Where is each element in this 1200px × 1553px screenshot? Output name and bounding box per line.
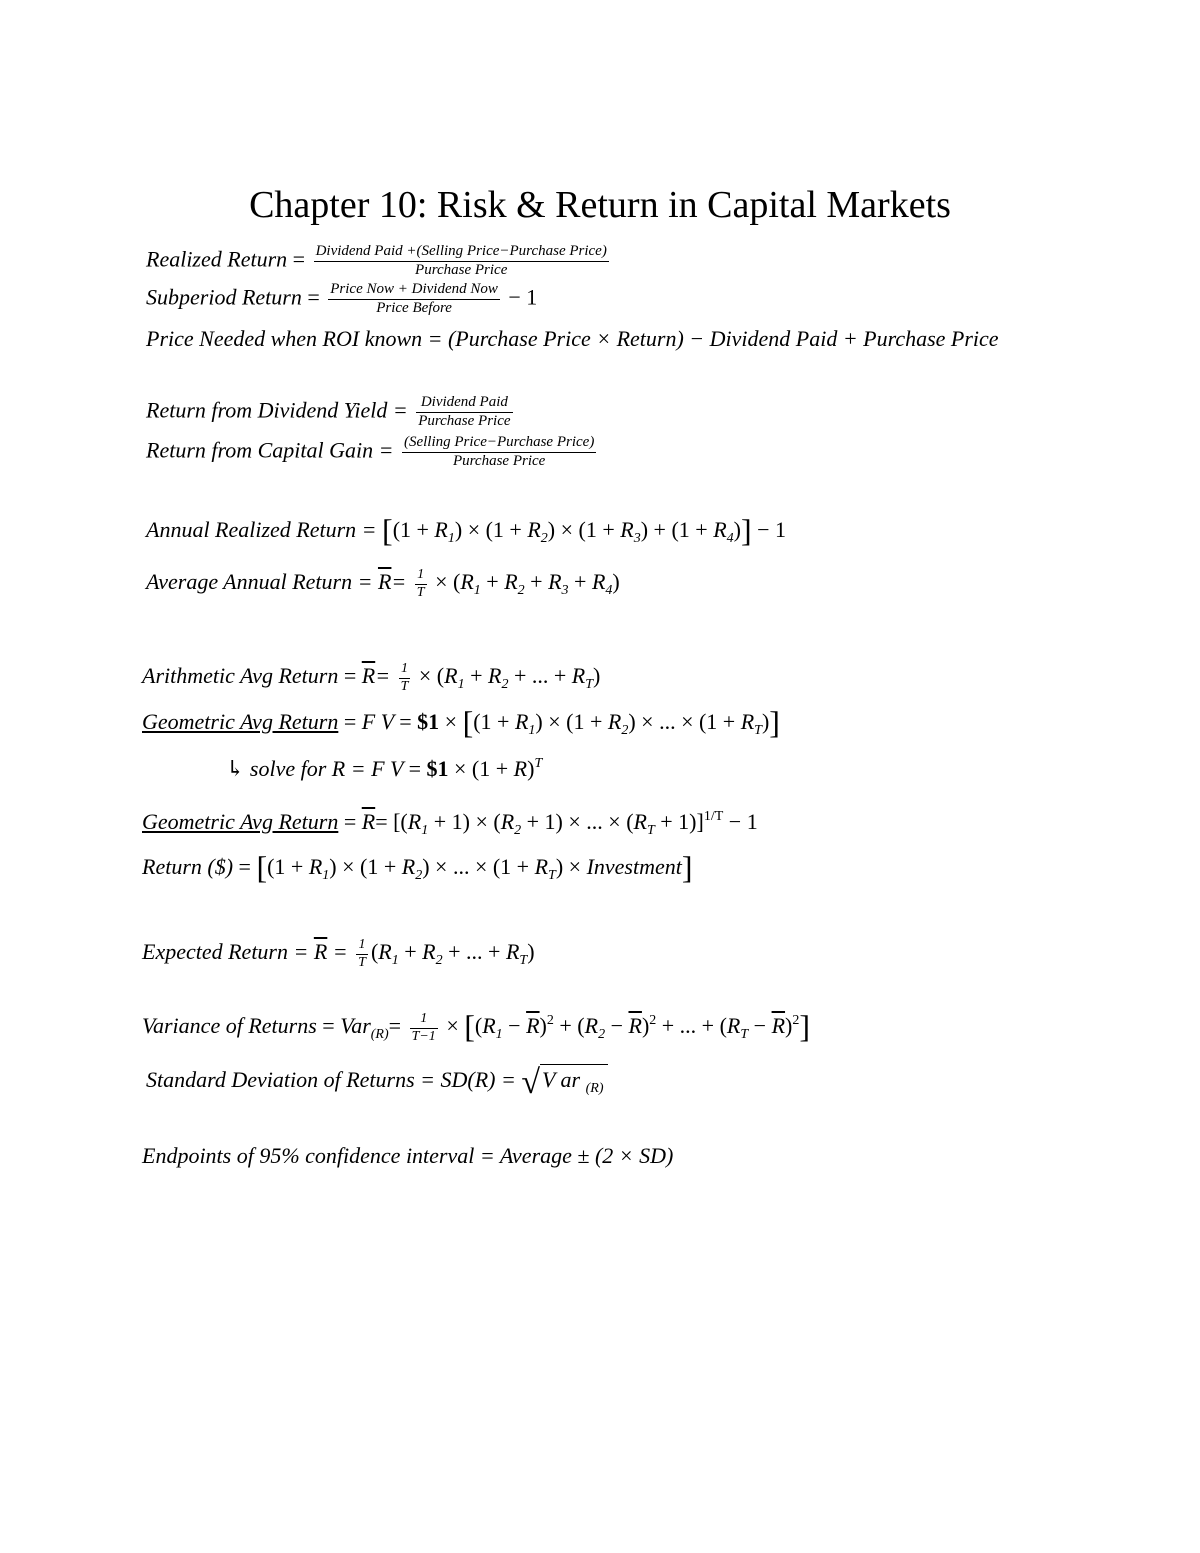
fraction: $\frac{1}{T}$ — [358, 937, 366, 970]
denominator: Purchase Price — [415, 261, 508, 278]
formula-label: Annual Realized Return = — [146, 517, 377, 542]
numerator: (Selling Price−Purchase Price) — [402, 435, 596, 453]
formula-label: Geometric Avg Return — [142, 709, 339, 734]
fraction — [416, 395, 512, 430]
formula-label: Return from Dividend Yield = — [146, 397, 408, 423]
fraction: $\frac{1}{T-1}$ — [411, 1011, 436, 1044]
formula-geometric-avg-return-fv: Geometric Avg Return = F V = $1 × [$(1 + R_1) \times (1 + R_2)$ × ... × $(1 + R_T)$] — [142, 704, 780, 740]
equals-sign: = — [307, 284, 320, 310]
formula-return-dollars: Return ($) = [$(1 + R_1) \times (1 + R_2)$ × ... × $(1 + R_T)$ × Investment] — [142, 849, 693, 885]
minus-one: − 1 — [508, 284, 538, 310]
sqrt-icon: √ — [521, 1064, 541, 1101]
formula-confidence-interval: Endpoints of 95% confidence interval = Average ± (2 × SD) — [142, 1143, 674, 1168]
fraction — [402, 435, 596, 470]
formula-subperiod-return — [146, 282, 537, 317]
formula-solve-for-r: ↳ solve for R = F V = $1 × $(1 + R)^T$ — [226, 756, 543, 781]
formula-label: Return ($) — [142, 854, 234, 879]
formula-label: Standard Deviation of Returns = SD(R) = — [146, 1067, 516, 1092]
var-term: Var — [340, 1013, 371, 1039]
formula-variance-of-returns: Variance of Returns = Var$_{(R)}$= $\frac{1}{T-1}$ × [$(R_1 - \overline{R})^2 + (R_2 - \overline{R})^2$ + ... + $(R_T - \overline{R})^2$] — [142, 1008, 811, 1045]
fraction — [328, 282, 500, 317]
formula-capital-gain — [146, 435, 599, 470]
equals-sign: = — [292, 246, 306, 272]
page-title: Chapter 10: Risk & Return in Capital Markets — [249, 184, 951, 226]
formula-label: Realized Return — [146, 246, 288, 272]
formula-dividend-yield — [146, 395, 516, 430]
fraction: $\frac{1}{T}$ — [400, 661, 409, 694]
numerator: Dividend Paid +(Selling Price−Purchase Price) — [314, 244, 609, 262]
fraction — [314, 244, 609, 279]
formula-average-annual-return: Average Annual Return = $\overline{R}=$ $\frac{1}{T}$ × $(R_1 + R_2 + R_3 + R_4)$ — [146, 567, 620, 600]
formula-standard-deviation: Standard Deviation of Returns = SD(R) = √V ar $_{(R)}$ — [146, 1066, 608, 1100]
formula-expected-return: Expected Return = $\overline{R}$ = $\frac{1}{T}$ ($R_1 + R_2$ + ... + $R_T$) — [142, 937, 535, 970]
denominator: Price Before — [376, 299, 452, 316]
numerator: Dividend Paid — [416, 395, 512, 413]
denominator: Purchase Price — [418, 412, 511, 429]
investment-term: Investment — [586, 854, 682, 879]
formula-price-needed: Price Needed when ROI known = (Purchase Price × Return) − Dividend Paid + Purchase Price — [146, 326, 999, 351]
denominator: Purchase Price — [452, 452, 546, 469]
numerator: Price Now + Dividend Now — [328, 282, 500, 300]
formula-arithmetic-avg-return: Arithmetic Avg Return = $\overline{R}=$ $\frac{1}{T}$ × ($R_1 + R_2$ + ... + $R_T$) — [142, 661, 601, 694]
formula-label: Return from Capital Gain = — [146, 437, 394, 463]
formula-label: Average Annual Return = — [146, 569, 373, 595]
formula-annual-realized-return: Annual Realized Return = $[(1 + R_1) \times (1 + R_2) \times (1 + R_3) + (1 + R_4)] - 1$ — [146, 512, 787, 548]
formula-geometric-avg-return: Geometric Avg Return = $\overline{R}= [(R_1 + 1) \times (R_2 + 1)$ × ... × $(R_T + 1)]^{1/T} - 1$ — [142, 809, 758, 838]
formula-label: Variance of Returns — [142, 1013, 317, 1039]
formula-realized-return — [146, 244, 612, 279]
formula-label: Expected Return = — [142, 939, 309, 965]
formula-label: Geometric Avg Return — [142, 809, 339, 834]
formula-label: Subperiod Return — [146, 284, 302, 310]
formula-label: ↳ solve for R = — [226, 756, 366, 781]
fraction: $\frac{1}{T}$ — [416, 567, 425, 600]
formula-label: Arithmetic Avg Return — [142, 663, 339, 689]
